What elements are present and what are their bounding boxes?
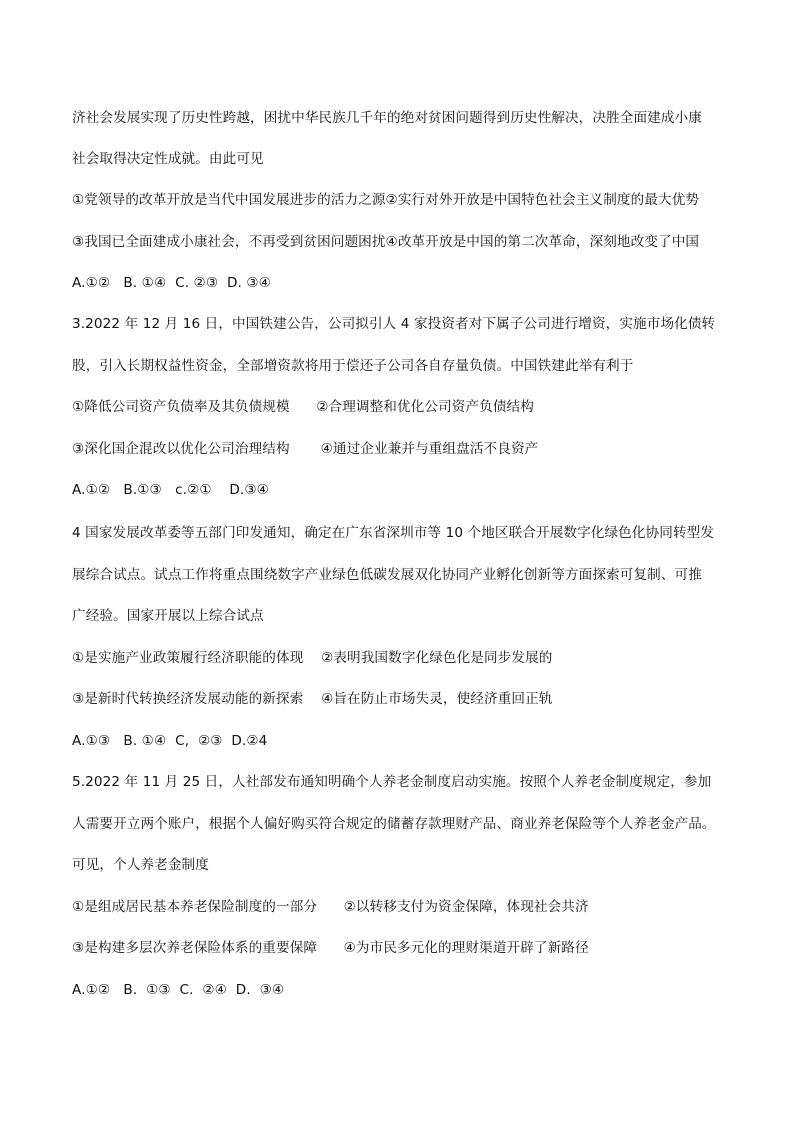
answer-choices: A.①③ B. ①④ C, ②③ D.②4 bbox=[72, 733, 268, 749]
answer-choices: A.①② B. ①④ C. ②③ D. ③④ bbox=[72, 275, 271, 291]
question-5-text: 5.2022 年 11 月 25 日，人社部发布通知明确个人养老金制度启动实施。按照个人养老金制度规定，参加 bbox=[72, 774, 712, 790]
text-line: 社会取得决定性成就。由此可见 bbox=[72, 151, 264, 167]
question-3-text: 股，引入长期权益性资金，全部增资款将用于偿还子公司各自存量负债。中国铁建此举有利于 bbox=[72, 358, 634, 374]
question-5-text: 人需要开立两个账户，根据个人偏好购买符合规定的储蓄存款理财产品、商业养老保险等个人养老金产品。 bbox=[72, 816, 716, 832]
option-line: ③是构建多层次养老保险体系的重要保障 ④为市民多元化的理财渠道开辟了新路径 bbox=[72, 940, 589, 956]
option-line: ①党领导的改革开放是当代中国发展进步的活力之源②实行对外开放是中国特色社会主义制度的最大优势 bbox=[72, 192, 700, 208]
text-line: 济社会发展实现了历史性跨越，困扰中华民族几千年的绝对贫困问题得到历史性解决，决胜全面建成小康 bbox=[72, 110, 702, 126]
option-line: ①降低公司资产负债率及其负债规模 ②合理调整和优化公司资产负债结构 bbox=[72, 399, 534, 415]
answer-choices: A.①② B. ①③ C. ②④ D. ③④ bbox=[72, 982, 285, 998]
question-5-text: 可见，个人养老金制度 bbox=[72, 857, 209, 873]
option-line: ③深化国企混改以优化公司治理结构 ④通过企业兼并与重组盘活不良资产 bbox=[72, 441, 539, 457]
question-4-text: 4 国家发展改革委等五部门印发通知，确定在广东省深圳市等 10 个地区联合开展数字化绿色化协同转型发 bbox=[72, 525, 715, 541]
option-line: ①是实施产业政策履行经济职能的体现 ②表明我国数字化绿色化是同步发展的 bbox=[72, 650, 553, 666]
answer-choices: A.①② B.①③ c.②① D.③④ bbox=[72, 482, 269, 498]
question-4-text: 展综合试点。试点工作将重点围绕数字产业绿色低碳发展双化协同产业孵化创新等方面探索可复制、可推 bbox=[72, 567, 702, 583]
option-line: ③我国已全面建成小康社会，不再受到贫困问题困扰④改革开放是中国的第二次革命，深刻地改变了中国 bbox=[72, 234, 700, 250]
question-4-text: 广经验。国家开展以上综合试点 bbox=[72, 608, 264, 624]
option-line: ③是新时代转换经济发展动能的新探索 ④旨在防止市场失灵，使经济重回正轨 bbox=[72, 691, 553, 707]
option-line: ①是组成居民基本养老保险制度的一部分 ②以转移支付为资金保障，体现社会共济 bbox=[72, 899, 589, 915]
question-3-text: 3.2022 年 12 月 16 日，中国铁建公告，公司拟引人 4 家投资者对下属子公司进行增资，实施市场化债转 bbox=[72, 316, 716, 332]
